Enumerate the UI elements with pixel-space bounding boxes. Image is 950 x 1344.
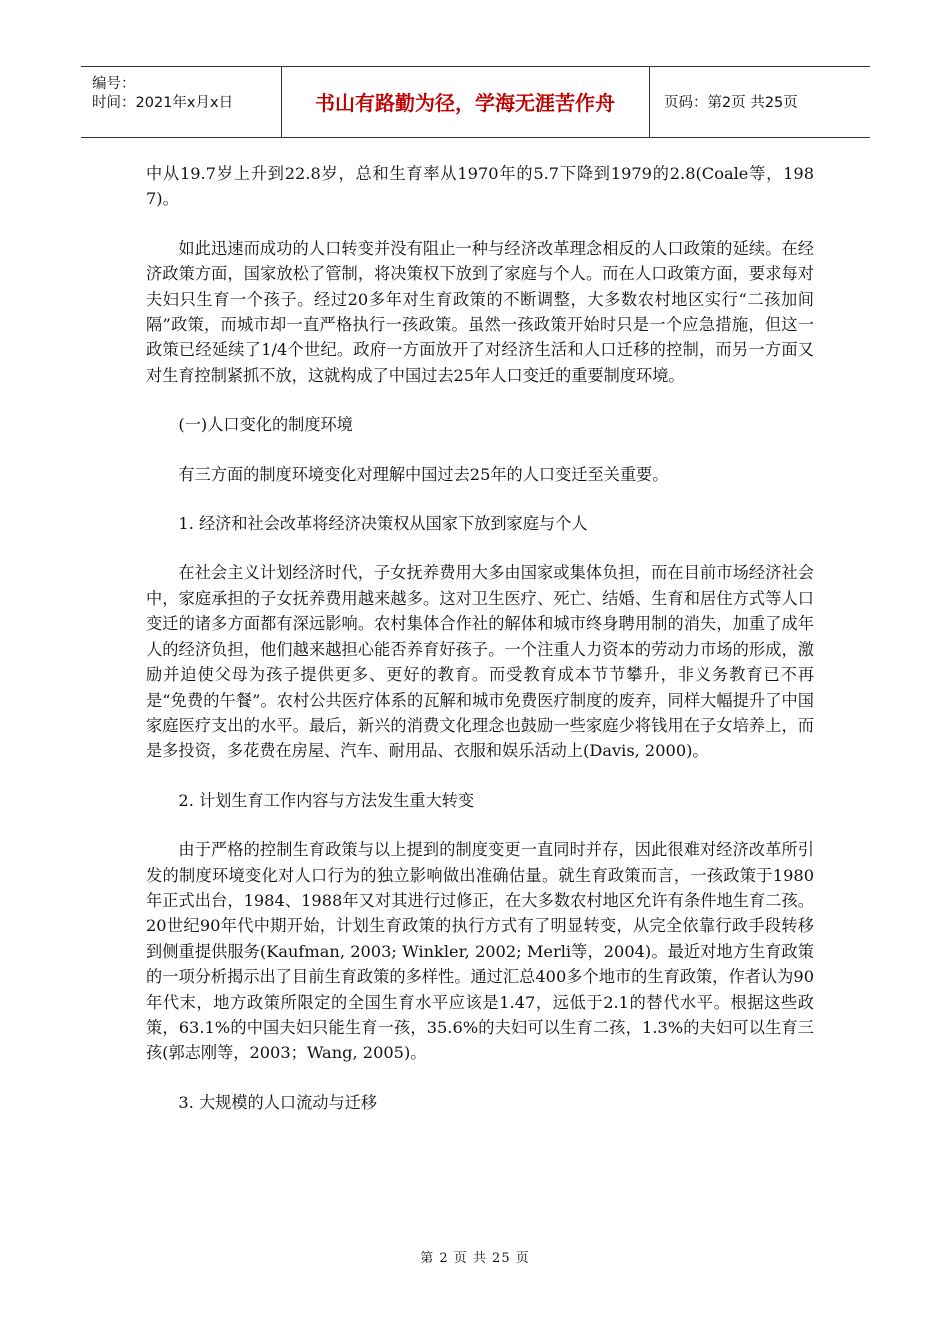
- section-heading-institutional-environment: (一)人口变化的制度环境: [178, 415, 353, 435]
- header-meta-cell: [81, 67, 282, 137]
- subheading-migration: 3. 大规模的人口流动与迁移: [178, 1092, 378, 1112]
- paragraph-planned-economy: 在社会主义计划经济时代，子女抚养费用大多由国家或集体负担，而在目前市场经济社会中，家庭承担的子女抚养费用越来越多。这对卫生医疗、死亡、结婚、生育和居住方式等人口变迁的诸多方面都有深远影响。农村集体合作社的解体和城市终身聘用制的消失，加重了成年人的经济负担，他们越来越担心能否养育好孩子。一个注重人力资本的劳动力市场的形成，激励并迫使父母为孩子提供更多、更好的教育。而受教育成本节节攀升，非义务教育已不再是“免费的午餐”。农村公共医疗体系的瓦解和城市免费医疗制度的废弃，同样大幅提升了中国家庭医疗支出的水平。最后，新兴的消费文化理念也鼓励一些家庭少将钱用在子女培养上，而是多投资，多花费在房屋、汽车、耐用品、衣服和娱乐活动上(Davis, 2000)。: [146, 563, 814, 761]
- subheading-economic-reform: 1. 经济和社会改革将经济决策权从国家下放到家庭与个人: [178, 514, 588, 534]
- paragraph-three-changes: 有三方面的制度环境变化对理解中国过去25年的人口变迁至关重要。: [178, 464, 669, 484]
- subheading-family-planning: 2. 计划生育工作内容与方法发生重大转变: [178, 790, 475, 810]
- document-date: 时间：2021年x月x日: [92, 95, 234, 111]
- header-motto: 书山有路勤为径，学海无涯苦作舟: [281, 67, 650, 137]
- paragraph-population-policy: 如此迅速而成功的人口转变并没有阻止一种与经济改革理念相反的人口政策的延续。在经济政策方面，国家放松了管制，将决策权下放到了家庭与个人。而在人口政策方面，要求每对夫妇只生育一个孩子。经过20多年对生育政策的不断调整，大多数农村地区实行“二孩加间隔”政策，而城市却一直严格执行一孩政策。虽然一孩政策开始时只是一个应急措施，但这一政策已经延续了1/4个世纪。政府一方面放开了对经济生活和人口迁移的控制，而另一方面又对生育控制紧抓不放，这就构成了中国过去25年人口变迁的重要制度环境。: [146, 238, 814, 385]
- paragraph-fertility-policy: 由于严格的控制生育政策与以上提到的制度变更一直同时并存，因此很难对经济改革所引发的制度环境变化对人口行为的独立影响做出准确估量。就生育政策而言，一孩政策于1980年正式出台，1984、1988年又对其进行过修正，在大多数农村地区允许有条件地生育二孩。20世纪90年代中期开始，计划生育政策的执行方式有了明显转变，从完全依靠行政手段转移到侧重提供服务(Kaufman, 2003; Winkler, 2002; Merli等，2004)。最近对地方生育政策的一项分析揭示出了目前生育政策的多样性。通过汇总400多个地市的生育政策，作者认为90年代末，地方政策所限定的全国生育水平应该是1.47，远低于2.1的替代水平。根据这些政策，63.1%的中国夫妇只能生育一孩，35.6%的夫妇可以生育二孩，1.3%的夫妇可以生育三孩(郭志刚等，2003；Wang, 2005)。: [146, 840, 814, 1063]
- document-number: 编号：: [92, 76, 136, 92]
- page-footer: 第 2 页 共 25 页: [420, 1251, 530, 1266]
- document-body: [146, 161, 814, 1115]
- header-page-info: 页码：第2页 共25页: [664, 95, 798, 111]
- paragraph-continuation: 中从19.7岁上升到22.8岁，总和生育率从1970年的5.7下降到1979的2.8(Coale等，1987)。: [146, 164, 814, 209]
- page-header: [81, 66, 870, 138]
